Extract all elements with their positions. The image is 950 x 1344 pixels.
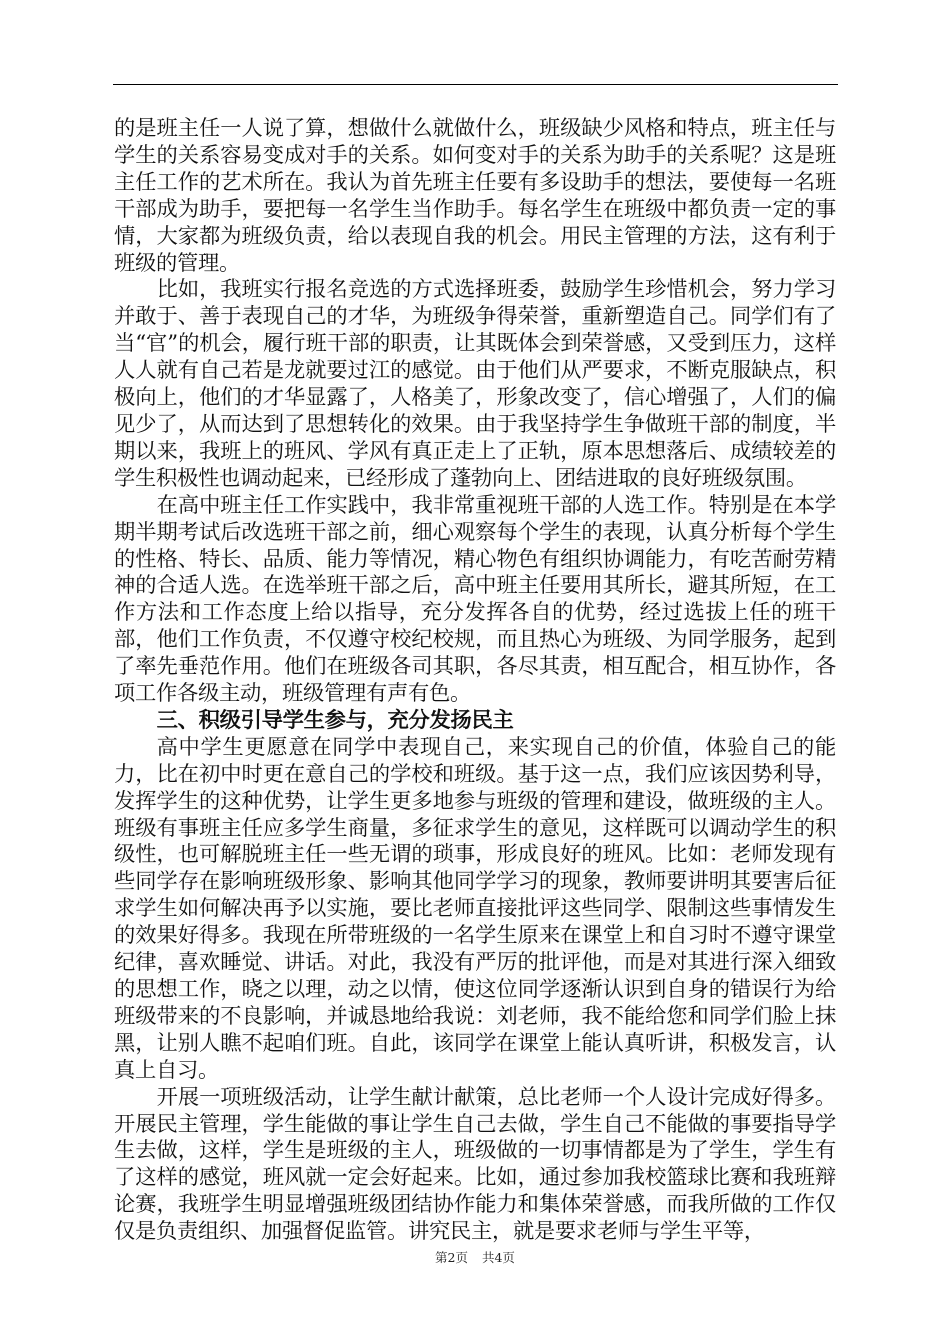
page-total: 共4页	[481, 1250, 515, 1265]
page-number: 第2页	[435, 1250, 468, 1265]
header-rule	[113, 84, 838, 85]
section-heading-3: 三、积级引导学生参与，充分发扬民主	[156, 707, 514, 733]
document-body	[114, 116, 836, 1246]
page-footer	[0, 1248, 950, 1266]
paragraph-student-participation: 高中学生更愿意在同学中表现自己，来实现自己的价值，体验自己的能力，比在初中时更在意自己的学校和班级。基于这一点，我们应该因势利导，发挥学生的这种优势，让学生更多地参与班级的管理和建设，做班级的主人。班级有事班主任应多学生商量，多征求学生的意见，这样既可以调动学生的积级性，也可解脱班主任一些无谓的琐事，形成良好的班风。比如：老师发现有些同学存在影响班级形象、影响其他同学学习的现象，教师要讲明其要害后征求学生如何解决再予以实施，要比老师直接批评这些同学、限制这些事情发生的效果好得多。我现在所带班级的一名学生原来在课堂上和自习时不遵守课堂纪律，喜欢睡觉、讲话。对此，我没有严厉的批评他，而是对其进行深入细致的思想工作，晓之以理，动之以情，使这位同学逐渐认识到自身的错误行为给班级带来的不良影响，并诚恳地给我说：刘老师，我不能给您和同学们脸上抹黑，让别人瞧不起咱们班。自此，该同学在课堂上能认真听讲，积极发言，认真上自习。	[114, 734, 836, 1083]
paragraph-continuation: 的是班主任一人说了算，想做什么就做什么，班级缺少风格和特点，班主任与学生的关系容易变成对手的关系。如何变对手的关系为助手的关系呢？这是班主任工作的艺术所在。我认为首先班主任要有多设助手的想法，要使每一名班干部成为助手，要把每一名学生当作助手。每名学生在班级中都负责一定的事情，大家都为班级负责，给以表现自我的机会。用民主管理的方法，这有利于班级的管理。	[114, 116, 836, 276]
paragraph-class-election: 比如，我班实行报名竞选的方式选择班委，鼓励学生珍惜机会，努力学习并敢于、善于表现自己的才华，为班级争得荣誉，重新塑造自己。同学们有了当“官”的机会，履行班干部的职责，让其既体会到荣誉感，又受到压力，这样人人就有自己若是龙就要过江的感觉。由于他们从严要求，不断克服缺点，积极向上，他们的才华显露了，人格美了，形象改变了，信心增强了，人们的偏见少了，从而达到了思想转化的效果。由于我坚持学生争做班干部的制度，半期以来，我班上的班风、学风有真正走上了正轨，原本思想落后、成绩较差的学生积极性也调动起来，已经形成了蓬勃向上、团结进取的良好班级氛围。	[114, 277, 836, 491]
paragraph-democratic-management: 开展一项班级活动，让学生献计献策，总比老师一个人设计完成好得多。开展民主管理，学生能做的事让学生自己去做，学生自己不能做的事要指导学生去做，这样，学生是班级的主人，班级做的一切事情都是为了学生，学生有了这样的感觉，班风就一定会好起来。比如，通过参加我校篮球比赛和我班辩论赛，我班学生明显增强班级团结协作能力和集体荣誉感，而我所做的工作仅仅是负责组织、加强督促监管。讲究民主，就是要求老师与学生平等，	[114, 1084, 836, 1245]
paragraph-cadre-selection: 在高中班主任工作实践中，我非常重视班干部的人选工作。特别是在本学期半期考试后改选班干部之前，细心观察每个学生的表现，认真分析每个学生的性格、特长、品质、能力等情况，精心物色有组织协调能力，有吃苦耐劳精神的合适人选。在选举班干部之后，高中班主任要用其所长，避其所短，在工作方法和工作态度上给以指导，充分发挥各自的优势，经过选拔上任的班干部，他们工作负责，不仅遵守校纪校规，而且热心为班级、为同学服务，起到了率先垂范作用。他们在班级各司其职，各尽其责，相互配合，相互协作，各项工作各级主动，班级管理有声有色。	[114, 492, 836, 707]
